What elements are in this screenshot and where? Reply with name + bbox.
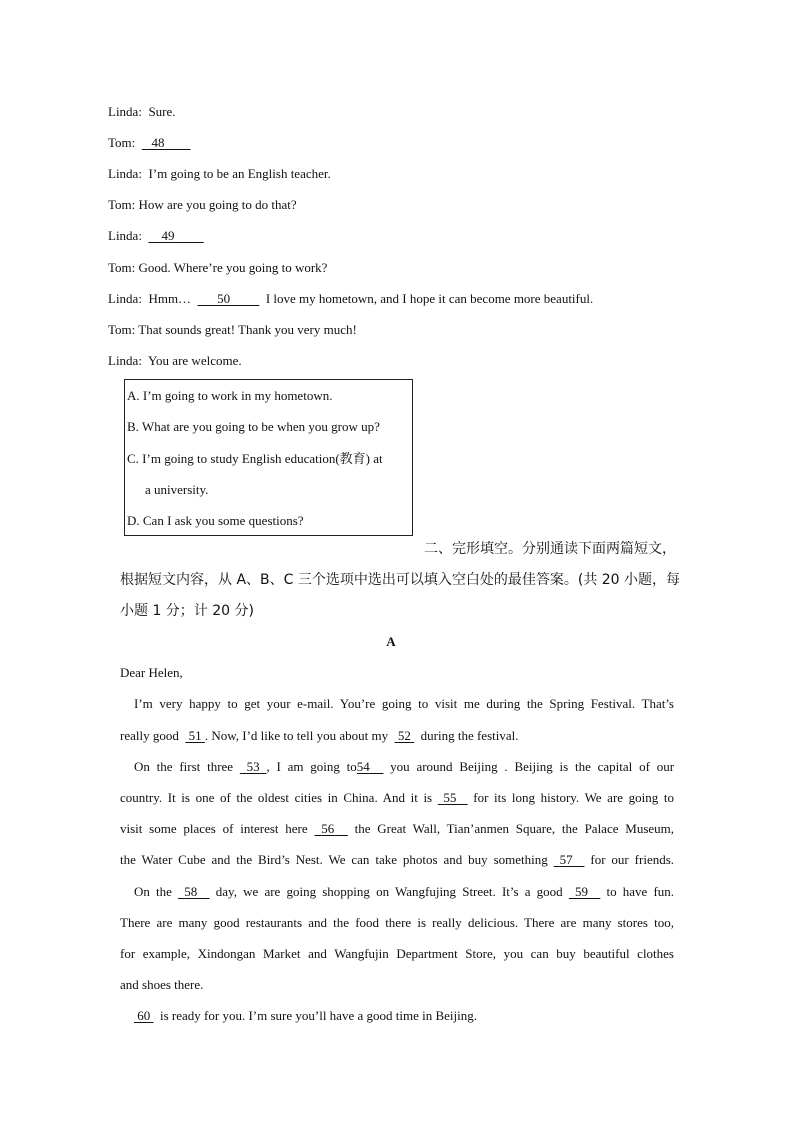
dialogue-line: [108, 104, 176, 120]
answer-blank: [178, 884, 210, 899]
section-instructions: 小题 1 分；计 20 分): [120, 603, 254, 619]
speaker: Linda:: [108, 353, 142, 368]
passage-line: [134, 1008, 477, 1024]
blank-number: 48: [151, 135, 165, 150]
option-a: A. I’m going to work in my hometown.: [127, 388, 333, 403]
dialogue-line: [108, 291, 593, 307]
passage-text: . Now, I’d like to tell you about my: [204, 728, 389, 743]
dialogue-line: [108, 197, 297, 213]
blank-number: 55: [443, 790, 457, 805]
answer-blank: [395, 728, 415, 743]
blank-number: 51: [188, 728, 202, 743]
section-heading: 二、完形填空。分别通读下面两篇短文，: [424, 541, 676, 557]
passage-line: and shoes there.: [120, 977, 204, 992]
passage-text: On the first three: [134, 759, 234, 774]
passage-text: visit some places of interest here: [120, 821, 308, 836]
passage-line: for example, Xindongan Market and Wangfujin Department Store, you can buy beautiful clothes: [120, 946, 674, 961]
passage-label: A: [386, 634, 396, 649]
option-d: D. Can I ask you some questions?: [127, 513, 304, 528]
answer-blank: [148, 228, 203, 243]
speaker: Linda:: [108, 104, 142, 119]
greeting: Dear Helen,: [120, 665, 183, 680]
dialogue-line: [108, 228, 204, 244]
answer-blank: [554, 852, 585, 867]
answer-blank: [240, 759, 267, 774]
dialogue-line: [108, 260, 327, 276]
speaker: Tom:: [108, 260, 136, 275]
dialogue-text: I love my hometown, and I hope it can become more beautiful.: [265, 291, 594, 306]
dialogue-text: Good. Where’re you going to work?: [138, 260, 328, 275]
dialogue-line: [108, 353, 242, 369]
blank-number: 60: [137, 1008, 151, 1023]
option-c: C. I’m going to study English education(教育) at: [127, 451, 383, 466]
answer-blank: [314, 821, 347, 836]
passage-line: [120, 759, 674, 775]
dialogue-text: That sounds great! Thank you very much!: [138, 322, 357, 337]
passage-text: country. It is one of the oldest cities in China. And it is: [120, 790, 433, 805]
blank-number: 52: [397, 728, 411, 743]
options-box: [124, 379, 413, 536]
answer-blank: [142, 135, 191, 150]
passage-text: the Great Wall, Tian’anmen Square, the Palace Museum,: [354, 821, 675, 836]
blank-number: 57: [559, 852, 573, 867]
answer-blank: [357, 759, 384, 774]
passage-line: There are many good restaurants and the food there is really delicious. There are many stores too,: [120, 915, 674, 930]
dialogue-text: Sure.: [148, 104, 176, 119]
option-c-continued: a university.: [145, 482, 209, 497]
passage-line: [120, 852, 674, 868]
option-b: B. What are you going to be when you grow up?: [127, 419, 380, 434]
answer-blank: [134, 1008, 154, 1023]
dialogue-line: [108, 135, 191, 151]
dialogue-line: [108, 166, 331, 182]
passage-line: [120, 790, 674, 806]
passage-text: On the: [134, 884, 172, 899]
blank-number: 54: [356, 759, 370, 774]
answer-blank: [438, 790, 468, 805]
passage-line: [120, 821, 674, 837]
passage-text: during the festival.: [420, 728, 519, 743]
blank-number: 56: [321, 821, 335, 836]
answer-blank: [569, 884, 601, 899]
passage-text: day, we are going shopping on Wangfujing Street. It’s a good: [215, 884, 563, 899]
dialogue-text: You are welcome.: [147, 353, 242, 368]
dialogue-text: Hmm…: [148, 291, 192, 306]
speaker: Tom:: [108, 135, 136, 150]
passage-text: for our friends.: [590, 852, 675, 867]
blank-number: 59: [575, 884, 588, 899]
passage-text: really good: [120, 728, 179, 743]
passage-line: [120, 728, 518, 744]
passage-text: to have fun.: [606, 884, 675, 899]
speaker: Tom:: [108, 197, 136, 212]
blank-number: 50: [217, 291, 231, 306]
speaker: Linda:: [108, 228, 142, 243]
speaker: Tom:: [108, 322, 136, 337]
passage-text: , I am going to: [266, 759, 357, 774]
answer-blank: [185, 728, 205, 743]
speaker: Linda:: [108, 291, 142, 306]
answer-blank: [198, 291, 260, 306]
passage-text: for its long history. We are going to: [473, 790, 675, 805]
dialogue-line: [108, 322, 357, 338]
dialogue-text: I’m going to be an English teacher.: [148, 166, 331, 181]
passage-text: is ready for you. I’m sure you’ll have a good time in Beijing.: [160, 1008, 477, 1023]
section-instructions: 根据短文内容，从 A、B、C 三个选项中选出可以填入空白处的最佳答案。(共 20 小题，每: [120, 572, 681, 588]
passage-text: the Water Cube and the Bird’s Nest. We can take photos and buy something: [120, 852, 548, 867]
blank-number: 49: [161, 228, 175, 243]
blank-number: 53: [246, 759, 260, 774]
speaker: Linda:: [108, 166, 142, 181]
passage-line: I’m very happy to get your e-mail. You’re going to visit me during the Spring Festival. That’s: [134, 696, 674, 711]
dialogue-text: How are you going to do that?: [138, 197, 297, 212]
passage-line: [120, 884, 674, 900]
blank-number: 58: [184, 884, 198, 899]
passage-text: you around Beijing . Beijing is the capital of our: [390, 759, 675, 774]
